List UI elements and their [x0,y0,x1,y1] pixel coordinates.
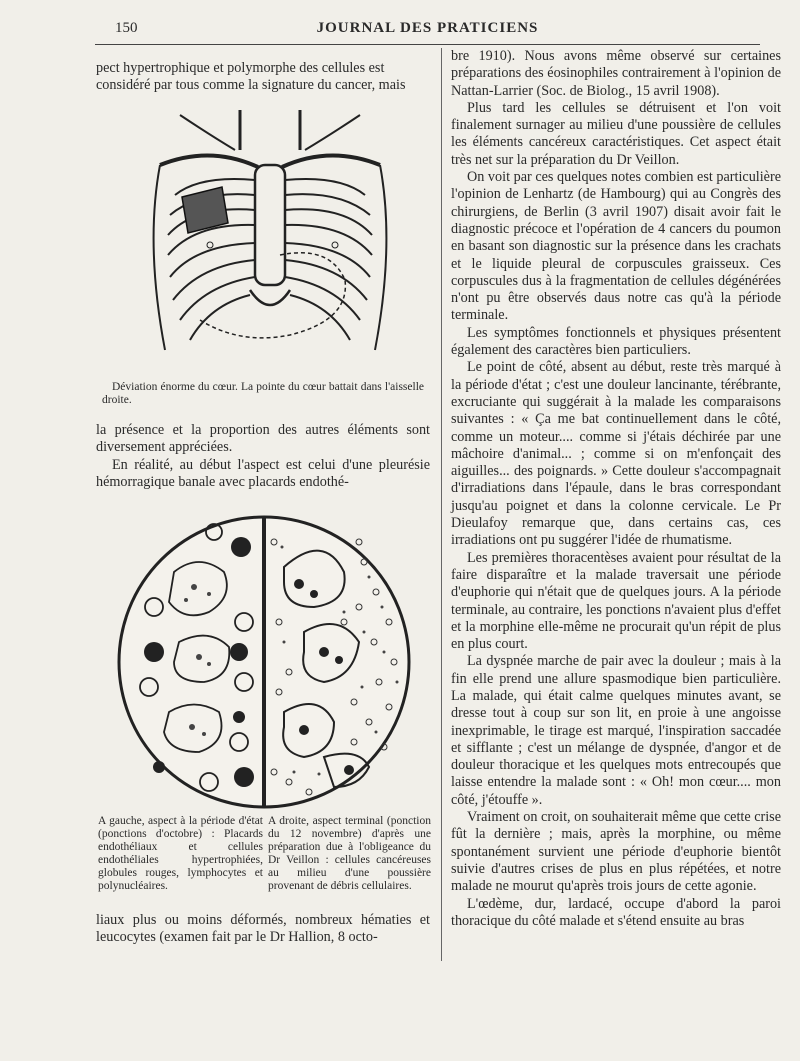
column-divider [441,48,442,961]
mid-paragraph-1: la présence et la proportion des autres éléments sont diversement appréciées. [96,422,430,456]
right-paragraph: bre 1910). Nous avons même observé sur certaines préparations des éosinophiles contrairement à l'opinion de Nattan-Larrier (Soc. de Biolog., 15 avril 1908). [451,48,781,99]
right-paragraph: On voit par ces quelques notes combien est particulière l'opinion de Lenhartz (de Hambourg) qui au Congrès des chirurgiens, de Berlin (3 avril 1907) disait avoir fait le diagnostic précoce et l'opération de 4 cancers du poumon en basant son diagnostic sur la présence dans les crachats et le liquide pleural de corpuscules graisseux. Ces corpuscules dus à la fragmentation de cellules dégénérées n'ont pu être observés daus notre cas qu'à la période terminale. [451,169,781,324]
figure1-caption: Déviation énorme du cœur. La pointe du cœur battait dans l'aisselle droite. [102,381,424,406]
right-paragraph: Plus tard les cellules se détruisent et l'on voit finalement surnager au milieu d'une poussière de cellules les éléments cancéreux caractéristiques. Cet aspect était très net sur la préparation du Dr Veillon. [451,99,781,168]
bottom-paragraph: liaux plus ou moins déformés, nombreux hématies et leucocytes (examen fait par le Dr Hallion, 8 octo- [96,912,430,946]
right-paragraph: La dyspnée marche de pair avec la douleur ; mais à la fin elle prend une allure spasmodique bien particulière. La malade, qui était calme quelques minutes avant, se dresse tout à coup sur son lit, en proie à une angoisse inexprimable, le tirage est marqué, l'inspiration saccadée et sifflante ; c'est un mélange de dyspnée, d'angor et de douleur thoracique et les quelques mots entrecoupés que laisse entendre la malade sont : « Oh! mon cœur.... mon côté, j'étouffe ». [451,653,781,808]
right-paragraph: Les symptômes fonctionnels et physiques présentent également des caractères bien particuliers. [451,324,781,359]
intro-line-2: considéré par tous comme la signature du cancer, mais [96,77,406,94]
page-header [95,18,760,45]
right-column [451,48,781,930]
figure2-caption-left: A gauche, aspect à la période d'état (ponctions d'octobre) : Placards endothéliaux et cellules endothéliales hypertrophiées, globules rouges, lymphocytes et polynucléaires. [98,815,263,892]
page-number: 150 [115,20,138,36]
right-paragraph: Les premières thoracentèses avaient pour résultat de la faire disparaître et la malade traversait une période d'euphorie qui n'était que de quelques jours. A la période terminale, au contraire, les ponctions n'avaient plus d'effet et la morphine elle-même ne procurait qu'un répit de plus en plus court. [451,549,781,653]
journal-title: JOURNAL DES PRATICIENS [316,20,539,36]
left-bottom-text [96,912,430,947]
microscope-figure [114,512,414,812]
right-paragraph: Vraiment on croit, on souhaiterait même que cette crise fût la dernière ; mais, après la morphine, ou même spontanément survient une période d'euphorie bientôt suivie d'autres crises de plus en plus répétées, et notre malade ne mourut qu'après trois jours de cette agonie. [451,809,781,895]
figure2-caption-right: A droite, aspect terminal (ponction du 12 novembre) d'après une préparation due à l'obligeance du Dr Veillon : cellules cancéreuses au milieu d'une poussière provenant de débris cellulaires. [268,815,431,892]
intro-line-1: pect hypertrophique et polymorphe des cellules est [96,60,385,76]
right-paragraph: Le point de côté, absent au début, reste très marqué à la période d'état ; c'est une douleur lancinante, térébrante, excruciante qui suggérait à la malade les comparaisons suivantes : « Ça me bat continuellement dans le côté, comme un moteur.... comme si j'étais déchirée par une mâchoire d'animal... ; comme si on m'enfonçait des aiguilles... des poignards. » Cette douleur s'accompagnait d'irradiations dans l'épaule, dans le bras correspondant jusqu'au poignet et dans la colonne cervicale. Le Pr Dieulafoy remarque que, dans certains cas, ces irradiations ont pu suggérer l'idée de rhumatisme. [451,359,781,549]
left-middle-text [96,422,430,491]
thorax-figure [140,105,400,380]
right-paragraph: L'œdème, dur, lardacé, occupe d'abord la paroi thoracique du côté malade et s'étend ensuite au bras [451,895,781,929]
mid-paragraph-2: En réalité, au début l'aspect est celui d'une pleurésie hémorragique banale avec placards endothé- [96,456,430,490]
left-intro [96,60,430,95]
